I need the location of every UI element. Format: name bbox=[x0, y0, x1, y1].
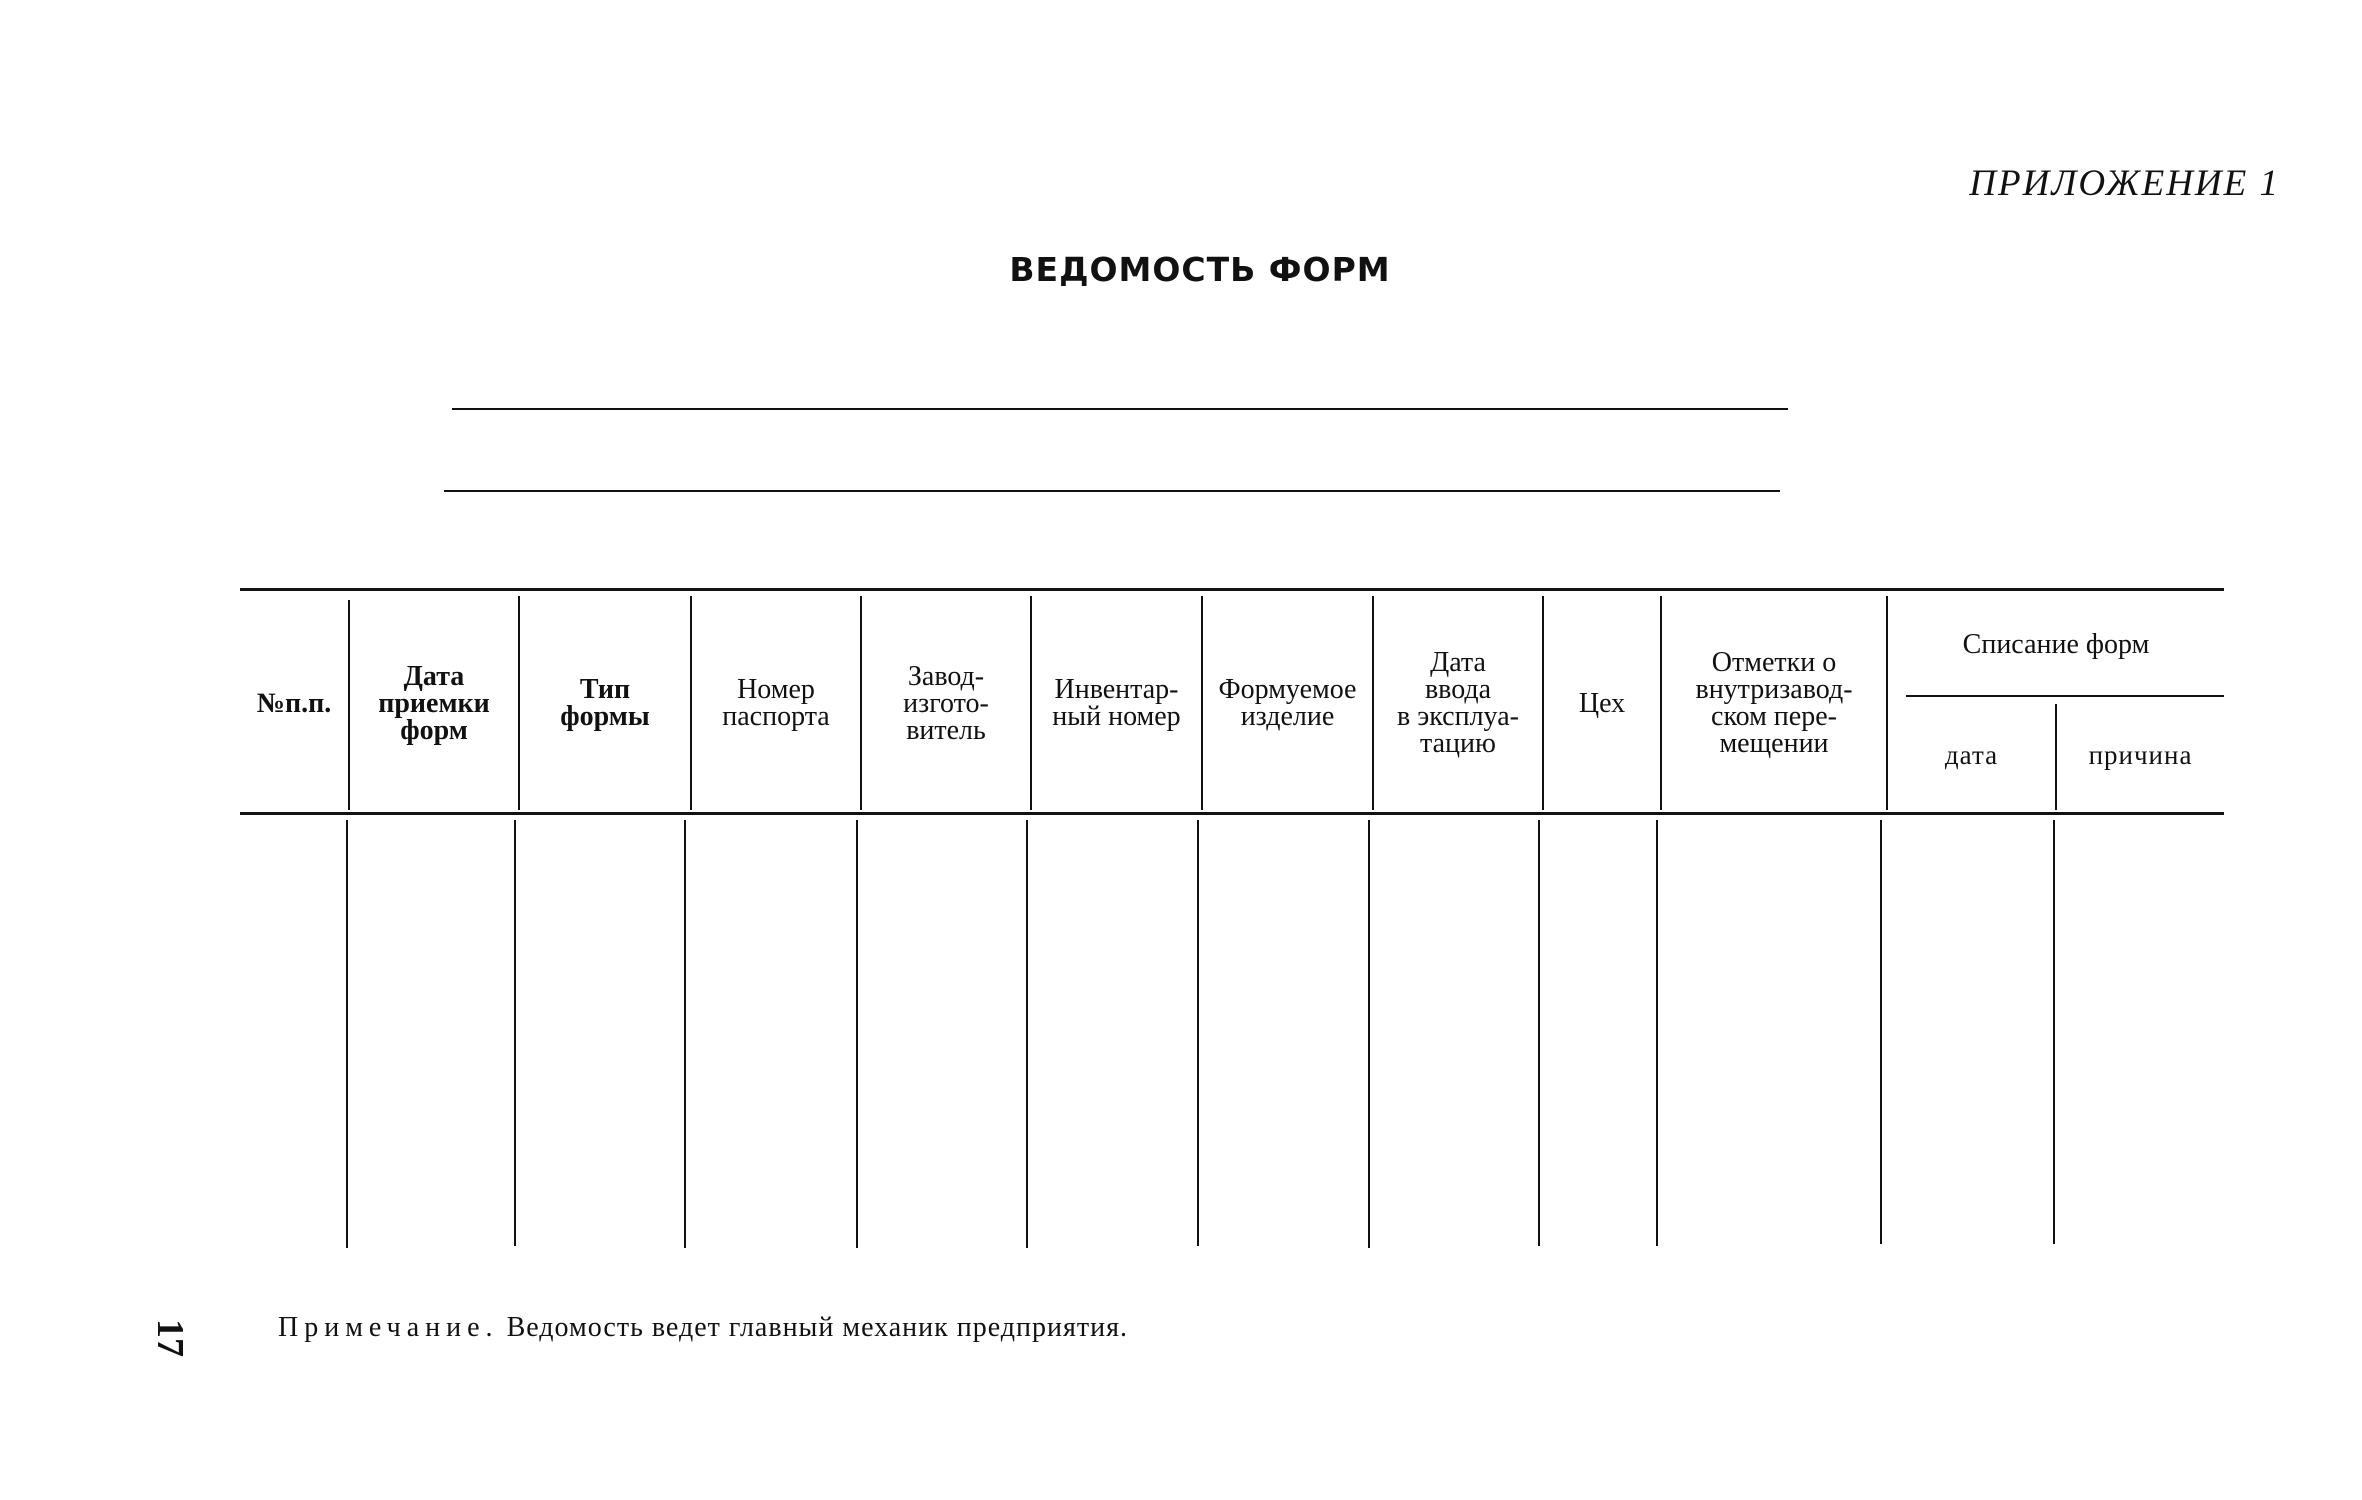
column-line bbox=[1026, 820, 1028, 1248]
column-line bbox=[1538, 820, 1540, 1246]
col-header-passport-number: Номер паспорта bbox=[722, 674, 830, 732]
blank-line-1 bbox=[452, 408, 1788, 410]
column-line bbox=[856, 820, 858, 1248]
column-line bbox=[514, 820, 516, 1246]
document-title: ВЕДОМОСТЬ ФОРМ bbox=[1009, 250, 1391, 289]
writeoff-subheader-rule bbox=[1906, 695, 2224, 697]
col-header-commissioning-date: Дата ввода в эксплуа- тацию bbox=[1397, 647, 1519, 759]
col-header-acceptance-date: Дата приемки форм bbox=[378, 660, 490, 746]
table-top-rule bbox=[240, 588, 2224, 591]
footnote-label: Примечание. bbox=[278, 1312, 499, 1343]
footnote-text: Ведомость ведет главный механик предприятия. bbox=[506, 1312, 1128, 1343]
col-header-writeoff-group: Списание форм bbox=[1962, 628, 2150, 660]
column-line bbox=[1880, 820, 1882, 1244]
column-line bbox=[1656, 820, 1658, 1246]
column-line bbox=[684, 820, 686, 1248]
col-header-writeoff-date: дата bbox=[1944, 739, 1999, 770]
col-header-inventory-number: Инвентар- ный номер bbox=[1052, 674, 1181, 732]
col-header-number: № п.п. bbox=[256, 687, 332, 719]
col-header-molded-product: Формуемое изделие bbox=[1218, 674, 1357, 732]
col-header-writeoff-reason: причина bbox=[2088, 739, 2193, 770]
column-line bbox=[2053, 820, 2055, 1244]
col-header-workshop: Цех bbox=[1578, 687, 1626, 719]
col-header-transfer-notes: Отметки о внутризавод- ском пере- мещении bbox=[1695, 647, 1853, 759]
column-line bbox=[346, 820, 348, 1248]
column-line bbox=[1197, 820, 1199, 1246]
appendix-label: ПРИЛОЖЕНИЕ 1 bbox=[1969, 163, 2280, 204]
table-header-rule bbox=[240, 812, 2224, 815]
col-header-manufacturer: Завод- изгото- витель bbox=[903, 660, 989, 746]
col-header-form-type: Тип формы bbox=[560, 674, 650, 732]
column-line bbox=[1368, 820, 1370, 1248]
blank-line-2 bbox=[444, 490, 1780, 492]
page-number: 17 bbox=[149, 1319, 191, 1357]
footnote bbox=[278, 1312, 1128, 1344]
